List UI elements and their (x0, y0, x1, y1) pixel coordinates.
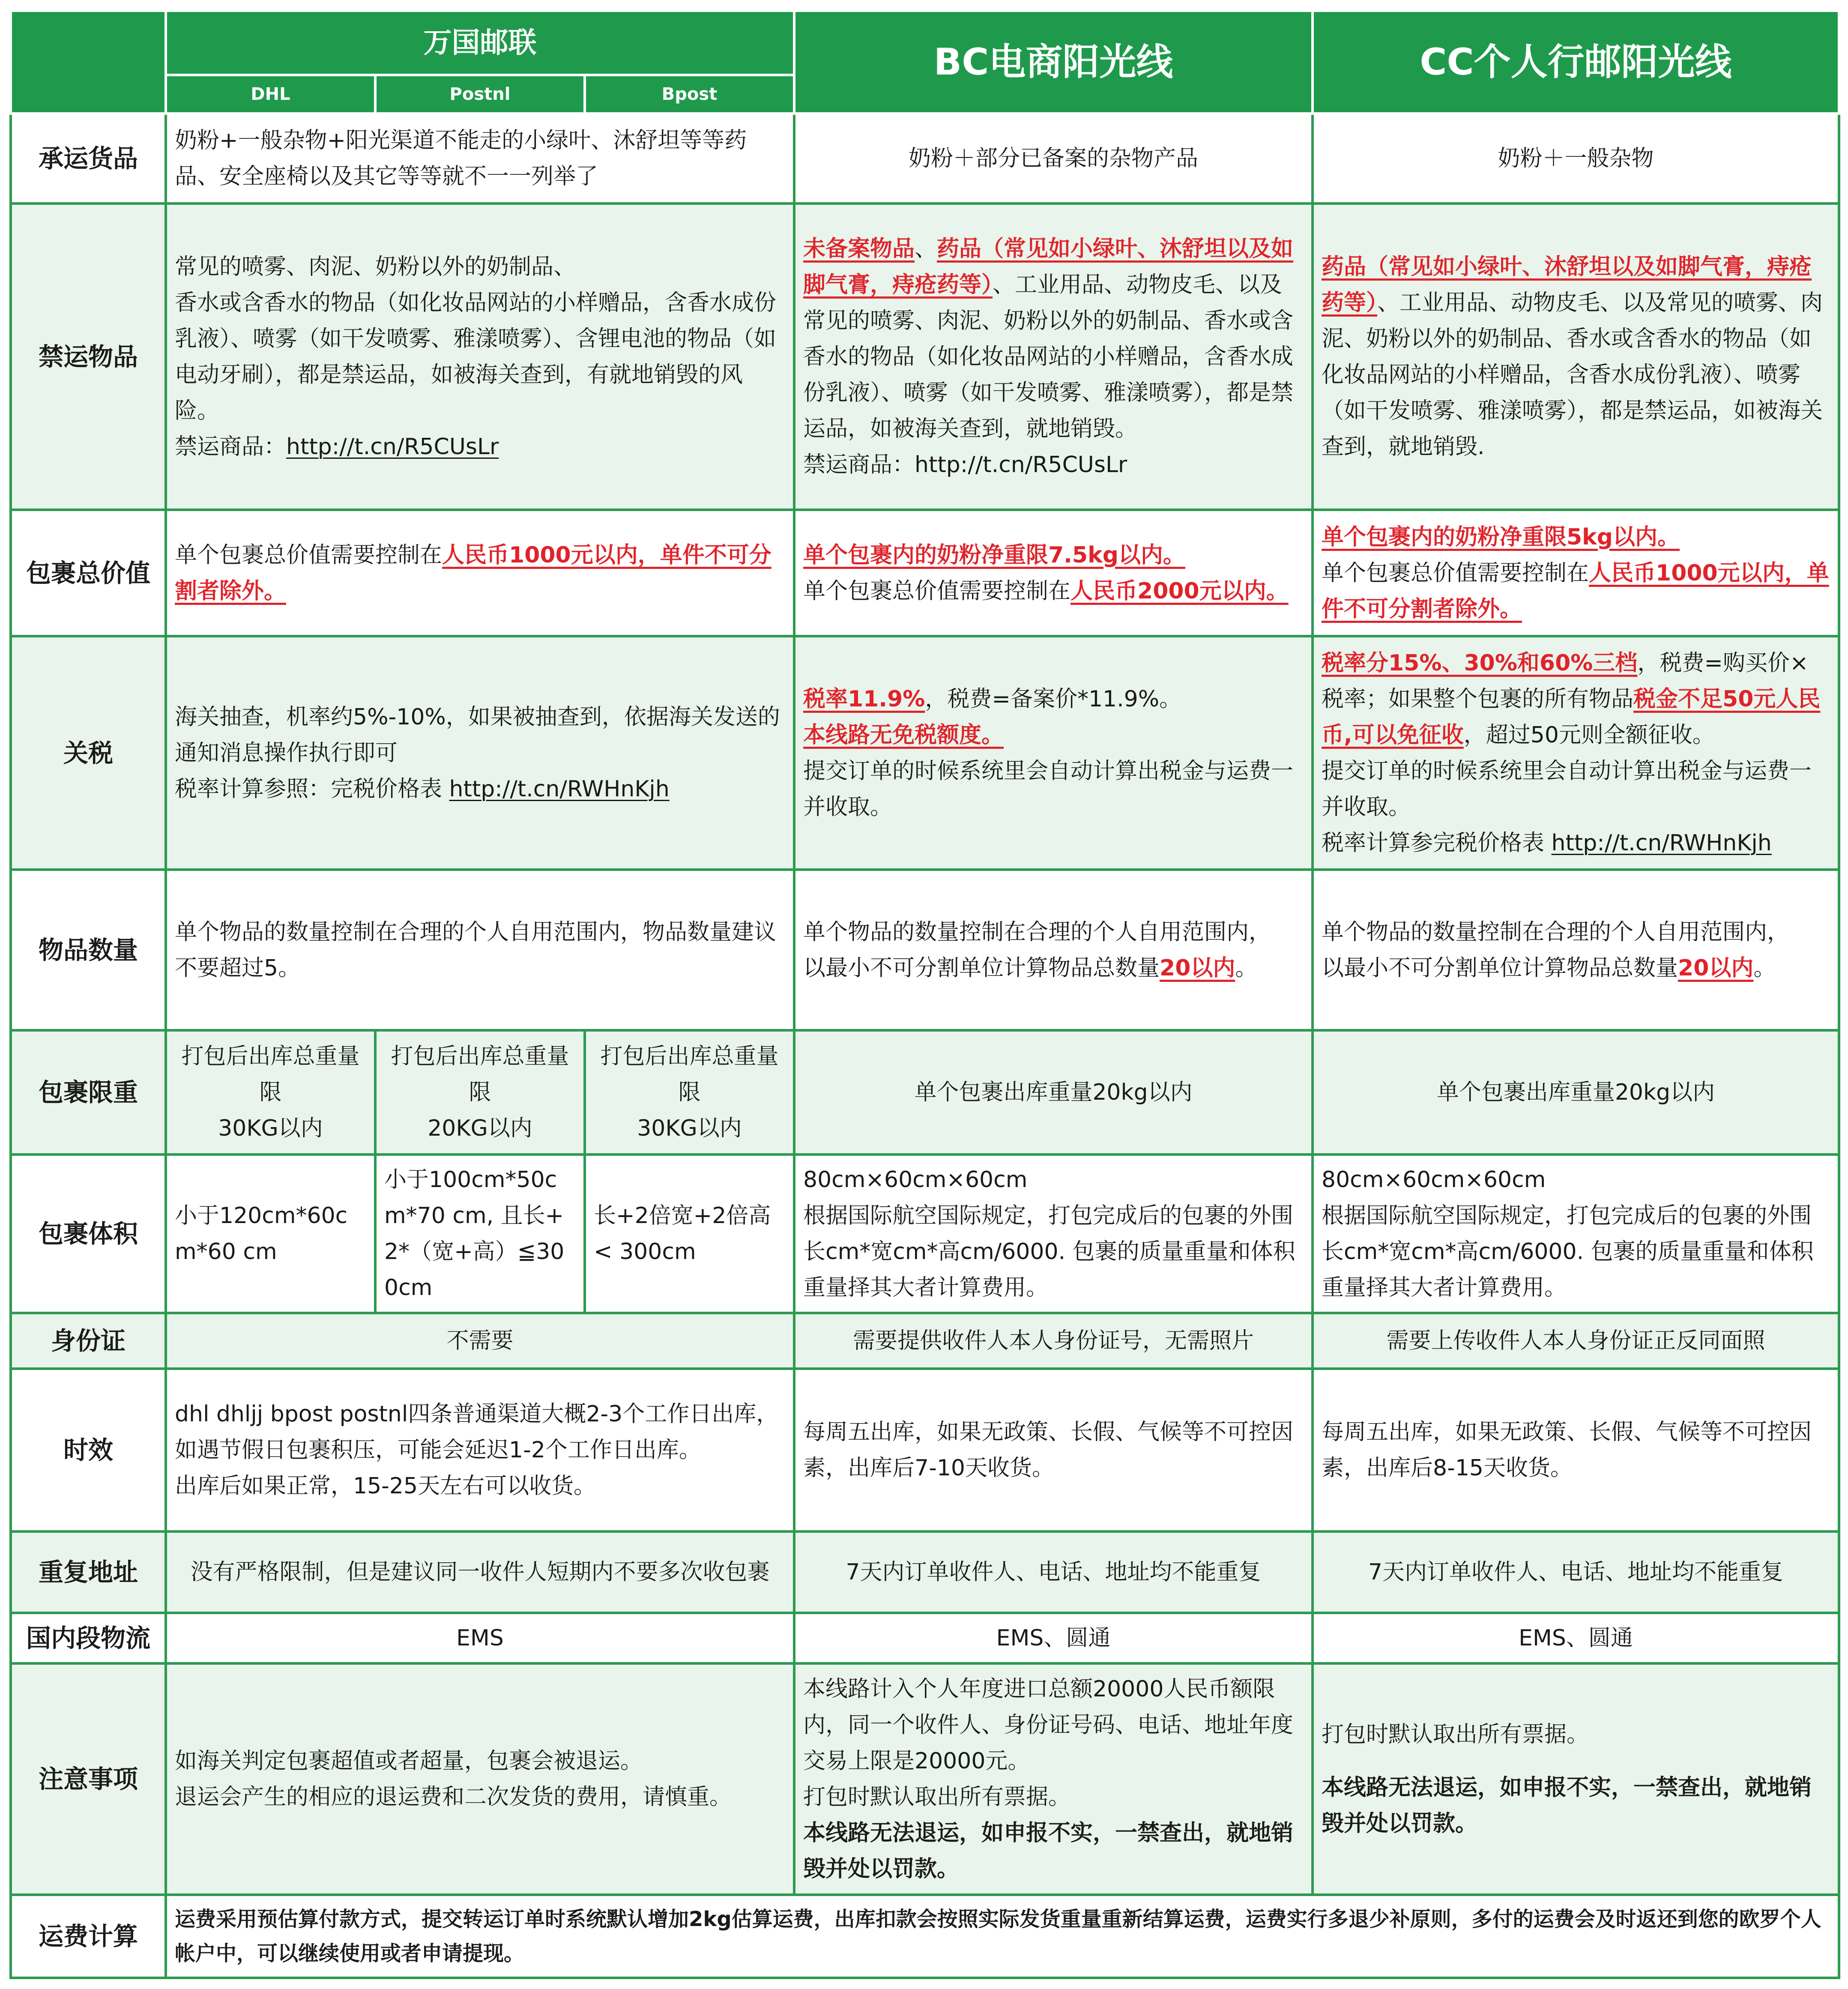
tax-cc-link-prefix: 税率计算参完税价格表 (1322, 830, 1552, 856)
goods-bc: 奶粉＋部分已备案的杂物产品 (794, 114, 1313, 203)
weight-dhl-line2: 30KG以内 (218, 1116, 323, 1141)
qty-bc-prefix: 以最小不可分割单位计算物品总数量 (803, 955, 1160, 981)
banned-bc-sep: 、 (915, 236, 937, 262)
row-label-weight: 包裹限重 (11, 1030, 166, 1155)
banned-upu-line1: 常见的喷雾、肉泥、奶粉以外的奶制品、 (175, 254, 576, 280)
header-cc: CC个人行邮阳光线 (1313, 11, 1839, 114)
qty-bc-suffix: 。 (1235, 955, 1258, 981)
row-time (11, 1369, 1839, 1531)
notes-upu-line2: 退运会产生的相应的退运费和二次发货的费用，请慎重。 (175, 1784, 732, 1810)
id-upu: 不需要 (166, 1313, 794, 1369)
row-label-id: 身份证 (11, 1313, 166, 1369)
value-bc-red-2: 人民币2000元以内。 (1071, 578, 1289, 604)
value-upu-red: 人民币1000元以内，单件不可分割者除外。 (175, 542, 771, 604)
weight-postnl (375, 1030, 585, 1155)
banned-upu-line3 (175, 429, 785, 465)
row-value (11, 510, 1839, 636)
tax-upu (166, 636, 794, 870)
time-upu-line1: dhl dhljj bpost postnl四条普通渠道大概2-3个工作日出库，如遇节假日包裹积压，可能会延迟1-2个工作日出库。 (175, 1401, 779, 1463)
time-upu (166, 1369, 794, 1531)
notes-bc (794, 1663, 1313, 1895)
header-bc: BC电商阳光线 (794, 11, 1313, 114)
banned-bc-red-2: 药品（常见如小绿叶、沐舒坦以及如脚气膏，痔疮药等） (803, 236, 1294, 298)
value-bc-prefix: 单个包裹总价值需要控制在 (803, 578, 1071, 604)
qty-bc (794, 870, 1313, 1030)
qty-cc (1313, 870, 1839, 1030)
tax-bc-line3: 提交订单的时候系统里会自动计算出税金与运费一并收取。 (803, 758, 1294, 820)
header-dhl: DHL (166, 75, 375, 114)
tax-cc-red-1: 税率分15%、30%和60%三档 (1322, 650, 1638, 676)
row-banned (11, 203, 1839, 510)
notes-cc-line1: 打包时默认取出所有票据。 (1322, 1722, 1589, 1747)
banned-bc (794, 203, 1313, 510)
row-label-volume: 包裹体积 (11, 1155, 166, 1313)
qty-cc-red: 20以内 (1678, 955, 1754, 981)
qty-cc-line1: 单个物品的数量控制在合理的个人自用范围内， (1322, 919, 1790, 945)
row-id (11, 1313, 1839, 1369)
row-label-time: 时效 (11, 1369, 166, 1531)
banned-goods-link[interactable]: http://t.cn/R5CUsLr (286, 434, 499, 460)
id-cc: 需要上传收件人本人身份证正反同面照 (1313, 1313, 1839, 1369)
volume-bc (794, 1155, 1313, 1313)
tax-upu-line1: 海关抽查，机率约5%-10%，如果被抽查到，依据海关发送的通知消息操作执行即可 (175, 704, 780, 766)
notes-upu (166, 1663, 794, 1895)
goods-cc: 奶粉＋一般杂物 (1313, 114, 1839, 203)
notes-bc-line1: 本线路计入个人年度进口总额20000人民币额限内，同一个收件人、身份证号码、电话、地址年度交易上限是20000元。 (803, 1676, 1294, 1774)
row-volume (11, 1155, 1839, 1313)
row-notes (11, 1663, 1839, 1895)
domestic-upu: EMS (166, 1613, 794, 1663)
tax-bc-red-2: 本线路无免税额度。 (803, 722, 1004, 748)
volume-dhl: 小于120cm*60cm*60 cm (166, 1155, 375, 1313)
weight-bpost-line2: 30KG以内 (637, 1116, 742, 1141)
tax-bc-line1-rest: ，税费=备案价*11.9%。 (925, 686, 1182, 712)
row-label-tax: 关税 (11, 636, 166, 870)
notes-cc (1313, 1663, 1839, 1895)
value-upu-prefix: 单个包裹总价值需要控制在 (175, 542, 443, 568)
time-bc: 每周五出库，如果无政策、长假、气候等不可控因素，出库后7-10天收货。 (794, 1369, 1313, 1531)
weight-bpost-line1: 打包后出库总重量限 (600, 1044, 779, 1105)
header-upu: 万国邮联 (166, 11, 794, 75)
row-goods (11, 114, 1839, 203)
notes-bc-line3: 本线路无法退运，如申报不实，一禁查出，就地销毁并处以罚款。 (803, 1820, 1294, 1882)
banned-cc-rest: 、工业用品、动物皮毛、以及常见的喷雾、肉泥、奶粉以外的奶制品、香水或含香水的物品（如化妆品网站的小样赠品，含香水成份乳液）、喷雾（如干发喷雾、雅漾喷雾），都是禁运品，如被海关查到，就地销毁. (1322, 290, 1823, 460)
domestic-bc: EMS、圆通 (794, 1613, 1313, 1663)
qty-cc-suffix: 。 (1753, 955, 1776, 981)
value-cc-red-1: 单个包裹内的奶粉净重限5kg以内。 (1322, 524, 1680, 550)
corner-cell (11, 11, 166, 114)
tax-cc-rest: ，超过50元则全额征收。 (1463, 722, 1715, 748)
row-label-qty: 物品数量 (11, 870, 166, 1030)
row-label-goods: 承运货品 (11, 114, 166, 203)
banned-cc-red: 药品（常见如小绿叶、沐舒坦以及如脚气膏，痔疮药等） (1322, 254, 1812, 316)
banned-bc-link-line: 禁运商品：http://t.cn/R5CUsLr (803, 452, 1127, 478)
qty-bc-red: 20以内 (1160, 955, 1235, 981)
qty-bc-line1: 单个物品的数量控制在合理的个人自用范围内， (803, 919, 1271, 945)
qty-upu: 单个物品的数量控制在合理的个人自用范围内，物品数量建议不要超过5。 (166, 870, 794, 1030)
banned-cc (1313, 203, 1839, 510)
notes-upu-line1: 如海关判定包裹超值或者超量，包裹会被退运。 (175, 1748, 643, 1774)
row-label-value: 包裹总价值 (11, 510, 166, 636)
volume-cc-line2: 根据国际航空国际规定，打包完成后的包裹的外围长cm*宽cm*高cm/6000. 包裹的质量重量和体积重量择其大者计算费用。 (1322, 1203, 1814, 1301)
banned-bc-red-1: 未备案物品 (803, 236, 915, 262)
volume-bc-line2: 根据国际航空国际规定，打包完成后的包裹的外围长cm*宽cm*高cm/6000. 包裹的质量重量和体积重量择其大者计算费用。 (803, 1203, 1295, 1301)
weight-bpost (585, 1030, 794, 1155)
row-domestic (11, 1613, 1839, 1663)
tax-cc-mid: ，税费=购买价×税率；如果整个包裹的所有物品 (1322, 650, 1809, 712)
volume-cc (1313, 1155, 1839, 1313)
row-tax (11, 636, 1839, 870)
row-label-domestic: 国内段物流 (11, 1613, 166, 1663)
weight-cc: 单个包裹出库重量20kg以内 (1313, 1030, 1839, 1155)
row-weight (11, 1030, 1839, 1155)
weight-postnl-line1: 打包后出库总重量限 (391, 1044, 569, 1105)
tax-cc-line2: 提交订单的时候系统里会自动计算出税金与运费一并收取。 (1322, 758, 1812, 820)
value-upu (166, 510, 794, 636)
header-bpost: Bpost (585, 75, 794, 114)
header-postnl: Postnl (375, 75, 585, 114)
weight-postnl-line2: 20KG以内 (428, 1116, 532, 1141)
weight-dhl-line1: 打包后出库总重量限 (181, 1044, 360, 1105)
tax-table-link[interactable]: http://t.cn/RWHnKjh (449, 776, 670, 802)
freight-text: 运费采用预估算付款方式，提交转运订单时系统默认增加2kg估算运费，出库扣款会按照实际发货重量重新结算运费，运费实行多退少补原则，多付的运费会及时返还到您的欧罗个人帐户中，可以继续使用或者申请提现。 (166, 1895, 1839, 1978)
banned-bc-rest: 、工业用品、动物皮毛、以及常见的喷雾、肉泥、奶粉以外的奶制品、香水或含香水的物品（如化妆品网站的小样赠品，含香水成份乳液）、喷雾（如干发喷雾、雅漾喷雾），都是禁运品，如被海关查到，就地销毁。 (803, 272, 1294, 442)
row-label-freight: 运费计算 (11, 1895, 166, 1978)
volume-bc-line1: 80cm×60cm×60cm (803, 1167, 1028, 1193)
weight-dhl (166, 1030, 375, 1155)
row-label-repeat: 重复地址 (11, 1531, 166, 1613)
notes-cc-line2: 本线路无法退运，如申报不实，一禁查出，就地销毁并处以罚款。 (1322, 1775, 1812, 1836)
value-cc (1313, 510, 1839, 636)
volume-cc-line1: 80cm×60cm×60cm (1322, 1167, 1546, 1193)
volume-postnl: 小于100cm*50cm*70 cm, 且长+2*（宽+高）≦300cm (375, 1155, 585, 1313)
row-freight (11, 1895, 1839, 1978)
value-cc-red-2: 人民币1000元以内，单件不可分割者除外。 (1322, 560, 1829, 622)
value-cc-prefix: 单个包裹总价值需要控制在 (1322, 560, 1589, 586)
tax-bc-red-1: 税率11.9% (803, 686, 925, 712)
repeat-upu: 没有严格限制，但是建议同一收件人短期内不要多次收包裹 (166, 1531, 794, 1613)
row-label-notes: 注意事项 (11, 1663, 166, 1895)
notes-bc-line2: 打包时默认取出所有票据。 (803, 1784, 1071, 1810)
tax-upu-link-prefix: 税率计算参照：完税价格表 (175, 776, 449, 802)
row-repeat (11, 1531, 1839, 1613)
time-cc: 每周五出库，如果无政策、长假、气候等不可控因素，出库后8-15天收货。 (1313, 1369, 1839, 1531)
row-qty (11, 870, 1839, 1030)
shipping-comparison-table (9, 9, 1840, 1979)
repeat-cc: 7天内订单收件人、电话、地址均不能重复 (1313, 1531, 1839, 1613)
qty-cc-prefix: 以最小不可分割单位计算物品总数量 (1322, 955, 1678, 981)
tax-cc-red-2: 税金不足50元人民币,可以免征收 (1322, 686, 1821, 748)
value-bc (794, 510, 1313, 636)
time-upu-line2: 出库后如果正常，15-25天左右可以收货。 (175, 1473, 596, 1499)
weight-bc: 单个包裹出库重量20kg以内 (794, 1030, 1313, 1155)
banned-upu-line2: 香水或含香水的物品（如化妆品网站的小样赠品，含香水成份乳液）、喷雾（如干发喷雾、雅漾喷雾）、含锂电池的物品（如电动牙刷），都是禁运品，如被海关查到，有就地销毁的风险。 (175, 290, 777, 424)
banned-upu-link-prefix: 禁运商品： (175, 434, 287, 460)
volume-bpost: 长+2倍宽+2倍高 < 300cm (585, 1155, 794, 1313)
domestic-cc: EMS、圆通 (1313, 1613, 1839, 1663)
repeat-bc: 7天内订单收件人、电话、地址均不能重复 (794, 1531, 1313, 1613)
id-bc: 需要提供收件人本人身份证号，无需照片 (794, 1313, 1313, 1369)
tax-cc-link[interactable]: http://t.cn/RWHnKjh (1551, 830, 1772, 856)
tax-bc (794, 636, 1313, 870)
tax-cc (1313, 636, 1839, 870)
banned-upu (166, 203, 794, 510)
header-row-1 (11, 11, 1839, 75)
value-bc-red-1: 单个包裹内的奶粉净重限7.5kg以内。 (803, 542, 1185, 568)
row-label-banned: 禁运物品 (11, 203, 166, 510)
goods-upu: 奶粉+一般杂物+阳光渠道不能走的小绿叶、沐舒坦等等药品、安全座椅以及其它等等就不一一列举了 (166, 114, 794, 203)
comparison-table-wrapper (9, 9, 1838, 1978)
